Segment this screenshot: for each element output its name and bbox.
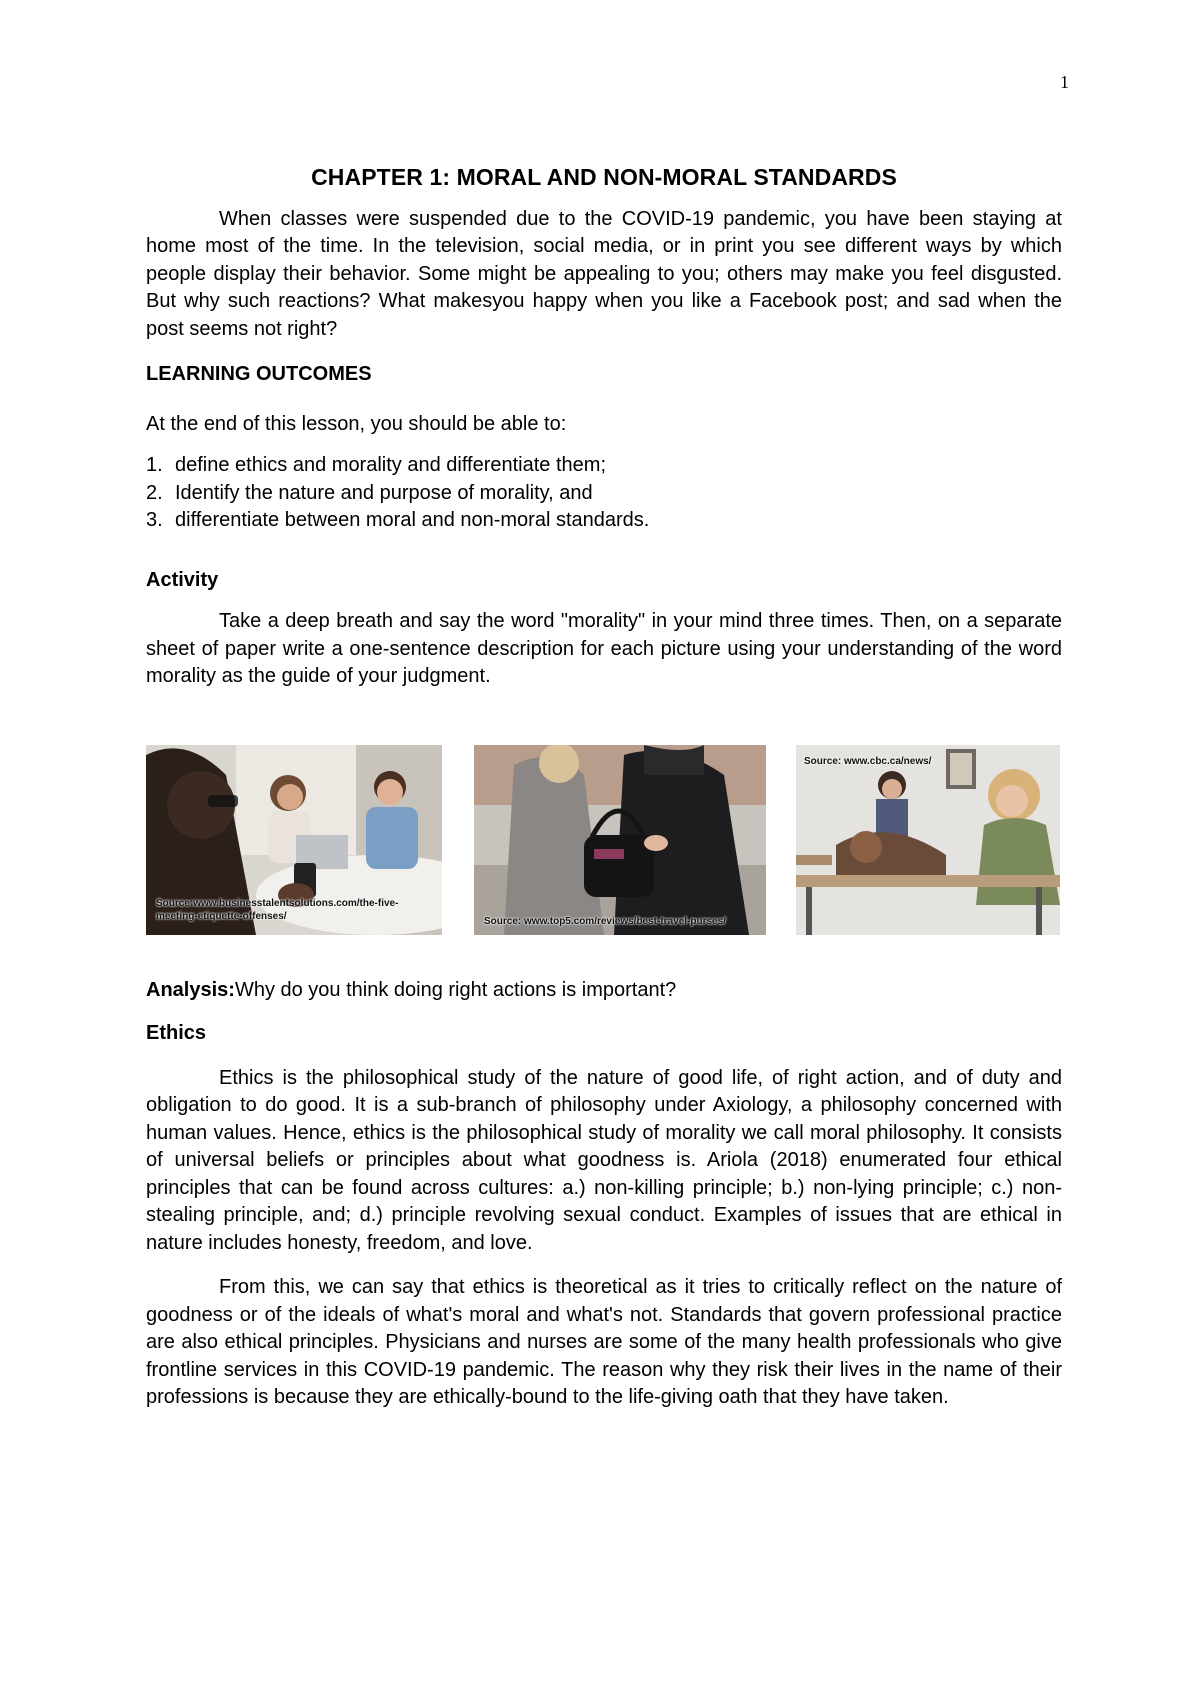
list-item [146,452,1062,480]
analysis-label: Analysis: [146,978,235,1001]
learning-outcomes-lead: At the end of this lesson, you should be able to: [146,412,567,435]
analysis-line [146,977,1062,1005]
ethics-paragraph-1: Ethics is the philosophical study of the nature of good life, of right action, and of duty and obligation to do good. It is a sub-branch of philosophy under Axiology, a philosophy concerned with human values. Hence, ethics is the philosophical study of morality we call moral philosophy. It consists of universal beliefs or principles about what goodness is. Ariola (2018) enumerated four ethical principles that can be found across cultures: a.) non-killing principle; b.) non-lying principle; c.) non-stealing principle, and; d.) principle revolving sexual conduct. Examples of issues that are ethical in nature includes honesty, freedom, and love. [146,1066,1062,1254]
pickpocket-photo [474,745,766,935]
learning-outcomes-list [146,452,1062,535]
document-body [146,150,1062,1412]
chapter-title: CHAPTER 1: MORAL AND NON-MORAL STANDARDS [311,164,897,190]
list-item-number: 3. [146,509,163,531]
learning-outcomes-heading: LEARNING OUTCOMES [146,363,372,385]
analysis-question: Why do you think doing right actions is important? [234,978,677,1001]
pickpocket-photo-illustration [474,745,766,935]
page-number: 1 [1060,72,1069,92]
activity-paragraph: Take a deep breath and say the word "morality" in your mind three times. Then, on a separate sheet of paper write a one-sentence description for each picture using your understanding of the word morality as the guide of your judgment. [146,610,1062,687]
list-item [146,507,1062,535]
picture-source-caption: Source:www.businesstalentsolutions.com/the-five-meeting-etiquette-offenses/ [156,897,399,922]
ethics-heading: Ethics [146,1022,207,1044]
list-item-text: Identify the nature and purpose of morality, and [175,481,593,504]
activity-pictures [146,745,1062,945]
ethics-paragraph-2: From this, we can say that ethics is theoretical as it tries to critically reflect on the nature of goodness or of the ideals of what's moral and what's not. Standards that govern professional practice are also ethical principles. Physicians and nurses are some of the many health professionals who give frontline services in this COVID-19 pandemic. The reason why they risk their lives in the name of their professions is because they are ethically-bound to the life-giving oath that they have taken. [146,1276,1062,1408]
list-item-number: 2. [146,481,163,504]
activity-heading: Activity [146,568,219,591]
picture-source-caption: Source: www.cbc.ca/news/ [804,755,932,767]
classroom-photo-illustration [796,745,1060,935]
list-item [146,480,1062,508]
list-item-text: define ethics and morality and differentiate them; [175,454,606,476]
classroom-photo [796,745,1060,935]
intro-paragraph: When classes were suspended due to the COVID-19 pandemic, you have been staying at home most of the time. In the television, social media, or in print you see different ways by which people display their behavior. Some might be appealing to you; others may make you feel disgusted. But why such reactions? What makesyou happy when you like a Facebook post; and sad when the post seems not right? [146,207,1062,340]
list-item-number: 1. [146,454,163,476]
list-item-text: differentiate between moral and non-moral standards. [175,509,650,531]
meeting-photo [146,745,442,935]
picture-source-caption: Source: www.top5.com/reviews/best-travel-purses/ [484,915,726,927]
